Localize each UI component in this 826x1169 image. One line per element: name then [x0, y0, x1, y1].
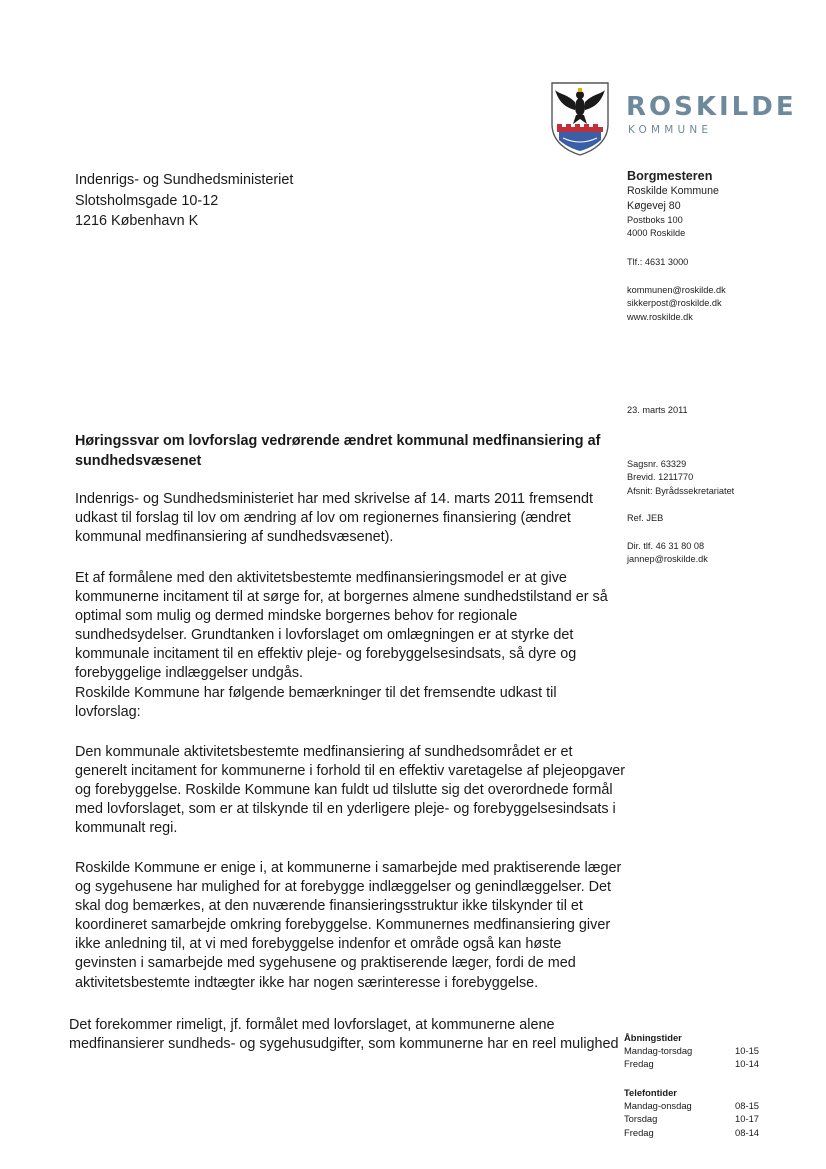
- sender-city: 4000 Roskilde: [627, 228, 686, 239]
- paragraph-line: og sygehusene har mulighed for at forebygge indlæggelser og genindlæggelser. Det: [75, 879, 612, 896]
- paragraph-line: Det forekommer rimeligt, jf. formålet med lovforslaget, at kommunerne alene: [69, 1017, 555, 1033]
- paragraph-line: lovforslag:: [75, 703, 141, 720]
- sender-website: www.roskilde.dk: [627, 311, 693, 322]
- sender-pobox: Postboks 100: [627, 215, 683, 225]
- paragraph-line: koordineret samarbejde omkring forebyggelse. Kommunernes medfinansiering giver: [75, 917, 611, 934]
- heading-line: sundhedsvæsenet: [75, 452, 202, 469]
- hours-row: [624, 1126, 759, 1139]
- letter-heading: [75, 432, 601, 471]
- paragraph: [75, 743, 626, 838]
- logo-subtitle: KOMMUNE: [628, 124, 713, 136]
- paragraph-line: optimal som mulig og dermed mindske borgernes behov for regionale: [75, 608, 518, 625]
- hours-time: 08-14: [735, 1126, 759, 1138]
- paragraph: [75, 859, 622, 993]
- hours-row: [624, 1057, 759, 1070]
- sender-phone: Tlf.: 4631 3000: [627, 257, 689, 267]
- paragraph-line: udkast til forslag til lov om ændring af lov om regionernes finansiering (ændret: [75, 510, 571, 527]
- case-number: Sagsnr. 63329: [627, 459, 687, 469]
- paragraph: [75, 569, 615, 722]
- hours-day: Mandag-onsdag: [624, 1100, 692, 1112]
- paragraph-line: Roskilde Kommune er enige i, at kommunerne i samarbejde med praktiserende læger: [75, 860, 622, 876]
- contact-block: [627, 284, 726, 324]
- opening-hours-title: Åbningstider: [624, 1032, 682, 1043]
- paragraph-line: og forebyggelse. Roskilde Kommune kan fuldt ud tilslutte sig det overordnede formål: [75, 782, 613, 799]
- paragraph-line: Den kommunale aktivitetsbestemte medfinansiering af sundhedsområdet er et: [75, 744, 573, 760]
- paragraph-line: forebyggelige indlæggelser undgås.: [75, 665, 304, 682]
- paragraph-line: med lovforslaget, som er at tilskynde til en yderligere pleje- og forebyggelsesindsats i: [75, 801, 616, 818]
- direct-phone: Dir. tlf. 46 31 80 08: [627, 541, 705, 551]
- heading-line: Høringssvar om lovforslag vedrørende ændret kommunal medfinansiering af: [75, 433, 601, 449]
- hours-day: Fredag: [624, 1126, 654, 1138]
- paragraph-line: sundhedsydelser. Grundtanken i lovforslaget om omlægningen er at styrke det: [75, 627, 574, 644]
- letter-id: Brevid. 1211770: [627, 472, 694, 483]
- hours-day: Torsdag: [624, 1113, 658, 1125]
- paragraph-line: kommunalt regi.: [75, 820, 178, 837]
- coat-of-arms-icon: [549, 80, 611, 156]
- recipient-line: Slotsholmsgade 10-12: [75, 192, 219, 209]
- recipient-address: [75, 170, 293, 232]
- hours-row: [624, 1112, 759, 1125]
- paragraph-line: generelt incitament for kommunerne i forhold til en effektiv varetagelse af plejeopgaver: [75, 763, 626, 780]
- department: Afsnit: Byrådssekretariatet: [627, 485, 735, 496]
- case-info: [627, 458, 734, 498]
- paragraph: [69, 1016, 619, 1054]
- sender-title: Borgmesteren: [627, 169, 713, 183]
- phone-hours: [624, 1086, 759, 1139]
- direct-contact: [627, 540, 708, 567]
- paragraph-line: ikke anledning til, at vi med forebyggelse indenfor et område også kan høste: [75, 936, 562, 953]
- paragraph-line: Roskilde Kommune har følgende bemærkninger til det fremsendte udkast til: [75, 684, 557, 701]
- paragraph-line: kommunale incitament til en effektiv pleje- og forebyggelsesindsats, så dyre og: [75, 646, 577, 663]
- sender-org: Roskilde Kommune: [627, 185, 719, 197]
- paragraph-line: Et af formålene med den aktivitetsbestemte medfinansieringsmodel er at give: [75, 570, 567, 586]
- hours-time: 10-14: [735, 1058, 759, 1070]
- phone-hours-title: Telefontider: [624, 1087, 677, 1098]
- recipient-line: 1216 København K: [75, 213, 199, 229]
- reference: Ref. JEB: [627, 513, 664, 523]
- paragraph-line: kommunal medfinansiering af sundhedsvæsenet).: [75, 529, 394, 546]
- recipient-line: Indenrigs- og Sundhedsministeriet: [75, 172, 294, 188]
- paragraph-line: medfinansierer sundheds- og sygehusudgifter, som kommunerne har en reel mulighed: [69, 1036, 619, 1053]
- sender-secure-email: sikkerpost@roskilde.dk: [627, 298, 722, 309]
- hours-time: 10-15: [735, 1045, 759, 1057]
- logo-name: ROSKILDE: [626, 92, 797, 122]
- hours-row: [624, 1044, 759, 1057]
- hours-time: 08-15: [735, 1100, 759, 1112]
- paragraph-line: kommunerne incitament til at sørge for, at borgernes almene sundhedstilstand er så: [75, 589, 608, 606]
- hours-row: [624, 1099, 759, 1112]
- paragraph-line: skal dog bemærkes, at den nuværende finansieringsstruktur ikke tilskynder til et: [75, 898, 583, 915]
- paragraph-line: gevinsten i samarbejde med sygehusene og praktiserende læger, fordi de med: [75, 955, 576, 972]
- paragraph-line: aktivitetsbestemte indtægter ikke har nogen særinteresse i forebyggelse.: [75, 974, 539, 991]
- sender-street: Køgevej 80: [627, 200, 681, 212]
- opening-hours: [624, 1031, 759, 1071]
- hours-day: Fredag: [624, 1058, 654, 1070]
- letter-date: 23. marts 2011: [627, 405, 688, 415]
- paragraph: [75, 490, 615, 547]
- hours-day: Mandag-torsdag: [624, 1045, 693, 1057]
- direct-email: jannep@roskilde.dk: [627, 554, 708, 565]
- sender-email: kommunen@roskilde.dk: [627, 285, 726, 295]
- paragraph-line: Indenrigs- og Sundhedsministeriet har med skrivelse af 14. marts 2011 fremsendt: [75, 491, 594, 507]
- hours-time: 10-17: [735, 1113, 759, 1125]
- sender-block: [627, 168, 719, 241]
